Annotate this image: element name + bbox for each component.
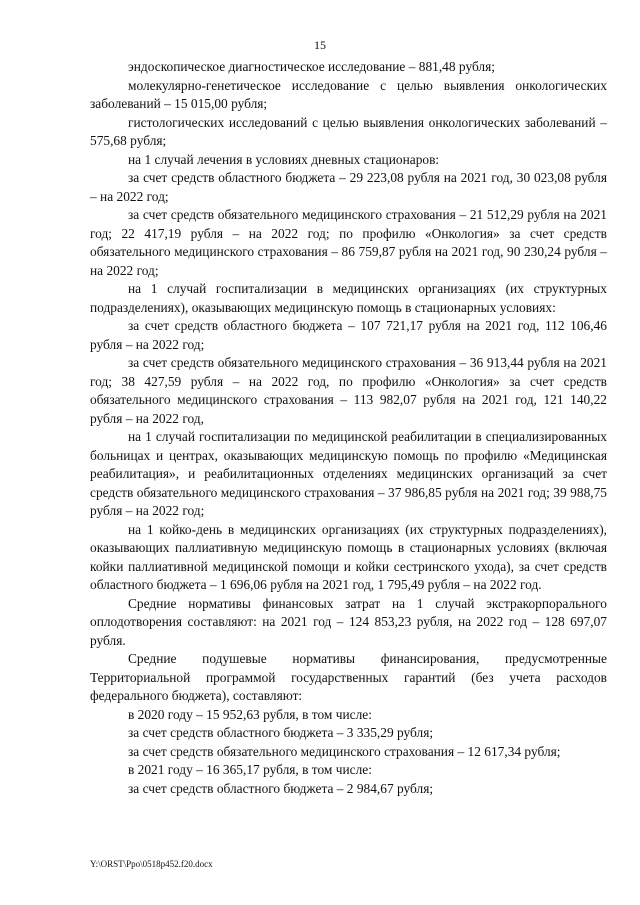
file-path-footer: Y:\ORST\Ppo\0518p452.f20.docx <box>90 859 213 869</box>
paragraph: за счет средств обязательного медицинского страхования – 12 617,34 рубля; <box>128 743 561 759</box>
paragraph: на 1 случай госпитализации по медицинской реабилитации в специализированных больницах и центрах, оказывающих медицинскую помощь по профилю «Медицинская реабилитация», и реабилитационных отделениях медицинских организаций за счет средств обязательного медицинского страхования – 37 986,85 рубля на 2021 год; 39 988,75 рубля – на 2022 год; <box>90 429 607 518</box>
paragraph: молекулярно-генетическое исследование с целью выявления онкологических заболеваний – 15 015,00 рубля; <box>90 77 607 111</box>
paragraph: на 1 случай лечения в условиях дневных стационаров: <box>128 151 440 167</box>
paragraph: на 1 случай госпитализации в медицинских организациях (их структурных подразделениях), оказывающих медицинскую помощь в стационарных условиях: <box>90 281 607 315</box>
paragraph: гистологических исследований с целью выявления онкологических заболеваний – 575,68 рубля; <box>90 114 607 148</box>
paragraph: за счет средств областного бюджета – 2 984,67 рубля; <box>128 780 434 796</box>
page-number: 15 <box>314 38 326 52</box>
paragraph: за счет средств областного бюджета – 29 223,08 рубля на 2021 год, 30 023,08 рубля – на 2022 год; <box>90 170 607 204</box>
paragraph: на 1 койко-день в медицинских организациях (их структурных подразделениях), оказывающих паллиативную медицинскую помощь в стационарных условиях (включая койки паллиативной медицинской помощи и койки сестринского ухода), за счет средств областного бюджета – 1 696,06 рубля на 2021 год, 1 795,49 рубля – на 2022 год. <box>90 521 607 592</box>
paragraph: за счет средств областного бюджета – 107 721,17 рубля на 2021 год, 112 106,46 рубля – на 2022 год; <box>90 318 607 352</box>
paragraph: эндоскопическое диагностическое исследование – 881,48 рубля; <box>128 59 495 74</box>
paragraph: за счет средств обязательного медицинского страхования – 36 913,44 рубля на 2021 год; 38 427,59 рубля – на 2022 год, по профилю «Онкология» за счет средств обязательного медицинского страхования – 113 982,07 рубля на 2021 год, 121 140,22 рубля – на 2022 год, <box>90 355 607 426</box>
paragraph: в 2021 году – 16 365,17 рубля, в том числе: <box>128 762 372 777</box>
paragraph: за счет средств областного бюджета – 3 335,29 рубля; <box>128 725 434 740</box>
paragraph: Средние подушевые нормативы финансирования, предусмотренные Территориальной программой государственных гарантий (без учета расходов федерального бюджета), составляют: <box>90 651 607 703</box>
document-body <box>90 58 607 798</box>
paragraph: за счет средств обязательного медицинского страхования – 21 512,29 рубля на 2021 год; 22 417,19 рубля – на 2022 год; по профилю «Онкология» за счет средств обязательного медицинского страхования – 86 759,87 рубля на 2021 год, 90 230,24 рубля – на 2022 год; <box>90 207 607 278</box>
paragraph: Средние нормативы финансовых затрат на 1 случай экстракорпорального оплодотворения составляют: на 2021 год – 124 853,23 рубля, на 2022 год – 128 697,07 рубля. <box>90 595 607 648</box>
paragraph: в 2020 году – 15 952,63 рубля, в том числе: <box>128 706 372 722</box>
